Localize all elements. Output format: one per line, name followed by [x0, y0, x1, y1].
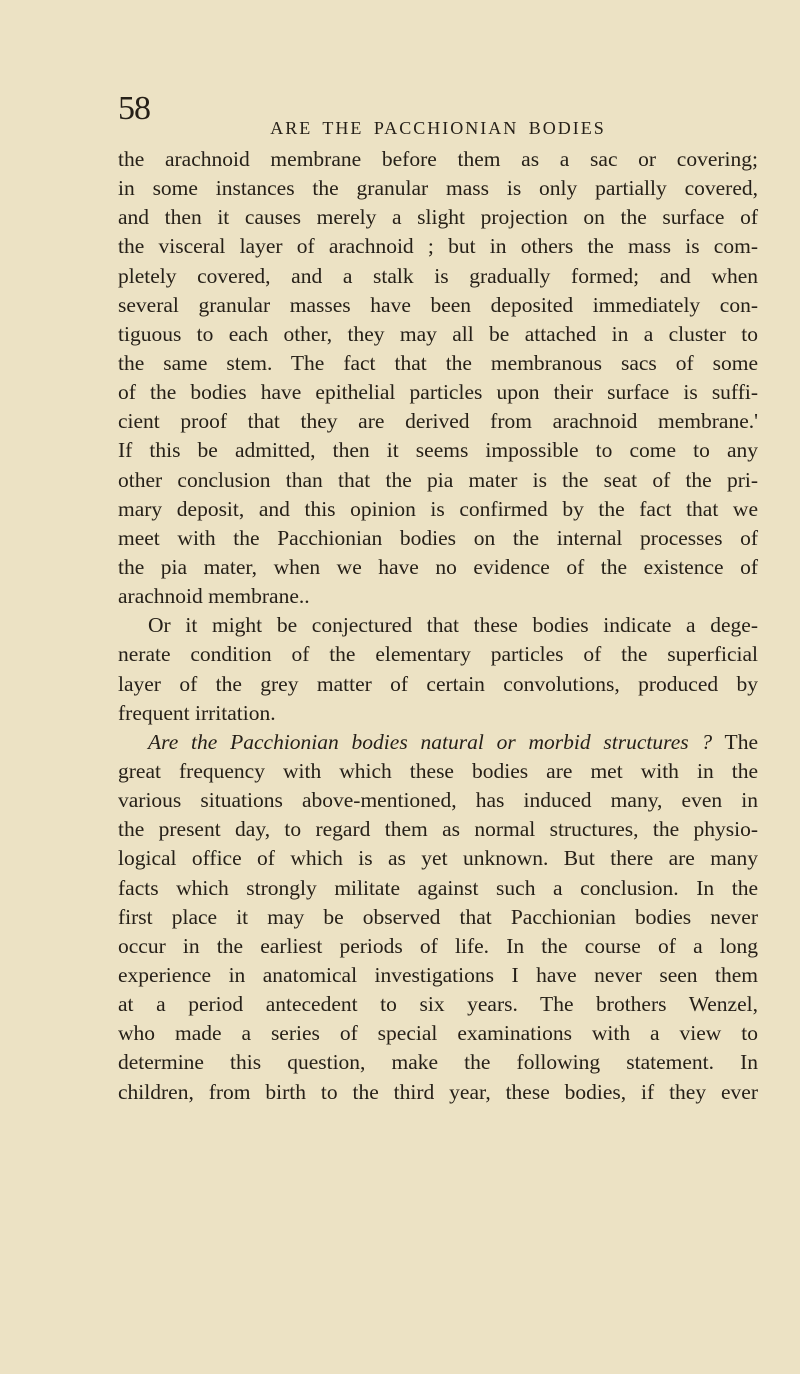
text-line: the visceral layer of arachnoid ; but in others the mass is com-	[118, 234, 758, 259]
text-line: the same stem. The fact that the membranous sacs of some	[118, 350, 758, 375]
running-head: ARE THE PACCHIONIAN BODIES	[270, 118, 606, 138]
text-line: the present day, to regard them as normal structures, the physio-	[118, 817, 758, 842]
text-line: the arachnoid membrane before them as a sac or covering;	[118, 147, 758, 171]
text-line: at a period antecedent to six years. The brothers Wenzel,	[118, 992, 758, 1017]
text-line-italic-heading	[118, 728, 758, 757]
text-line: tiguous to each other, they may all be attached in a cluster to	[118, 321, 758, 346]
text-line: the pia mater, when we have no evidence of the existence of	[118, 554, 758, 579]
text-line: experience in anatomical investigations I have never seen them	[118, 962, 758, 987]
text-line: various situations above-mentioned, has induced many, even in	[118, 788, 758, 813]
text-line: Or it might be conjectured that these bodies indicate a dege-	[148, 613, 758, 638]
text-line: cient proof that they are derived from arachnoid membrane.'	[118, 409, 758, 434]
text-line: other conclusion than that the pia mater is the seat of the pri-	[118, 467, 758, 492]
text-line: logical office of which is as yet unknown. But there are many	[118, 846, 758, 871]
text-line: in some instances the granular mass is only partially covered,	[118, 176, 758, 201]
text-line: layer of the grey matter of certain convolutions, produced by	[118, 671, 758, 696]
body-text	[118, 145, 758, 1107]
text-line: arachnoid membrane..	[118, 584, 310, 609]
text-line: first place it may be observed that Pacchionian bodies never	[118, 904, 758, 929]
italic-question: Are the Pacchionian bodies natural or morbid structures ?	[148, 729, 713, 754]
page-number: 58	[118, 90, 150, 127]
text-line: frequent irritation.	[118, 700, 276, 725]
text-line: occur in the earliest periods of life. In the course of a long	[118, 933, 758, 958]
text-line: nerate condition of the elementary particles of the superficial	[118, 642, 758, 667]
text-line: who made a series of special examinations with a view to	[118, 1021, 758, 1046]
text-line: facts which strongly militate against such a conclusion. In the	[118, 875, 758, 900]
text-line: pletely covered, and a stalk is gradually formed; and when	[118, 263, 758, 288]
line-continuation: The	[712, 729, 758, 754]
text-line: of the bodies have epithelial particles upon their surface is suffi-	[118, 380, 758, 405]
text-line: determine this question, make the following statement. In	[118, 1050, 758, 1075]
text-line: great frequency with which these bodies are met with in the	[118, 758, 758, 783]
text-line: several granular masses have been deposited immediately con-	[118, 292, 758, 317]
text-line: mary deposit, and this opinion is confirmed by the fact that we	[118, 496, 758, 521]
text-line: If this be admitted, then it seems impossible to come to any	[118, 438, 758, 463]
text-line: and then it causes merely a slight projection on the surface of	[118, 205, 758, 230]
text-line: meet with the Pacchionian bodies on the internal processes of	[118, 525, 758, 550]
text-line: children, from birth to the third year, these bodies, if they ever	[118, 1079, 758, 1104]
page-header	[118, 90, 758, 138]
